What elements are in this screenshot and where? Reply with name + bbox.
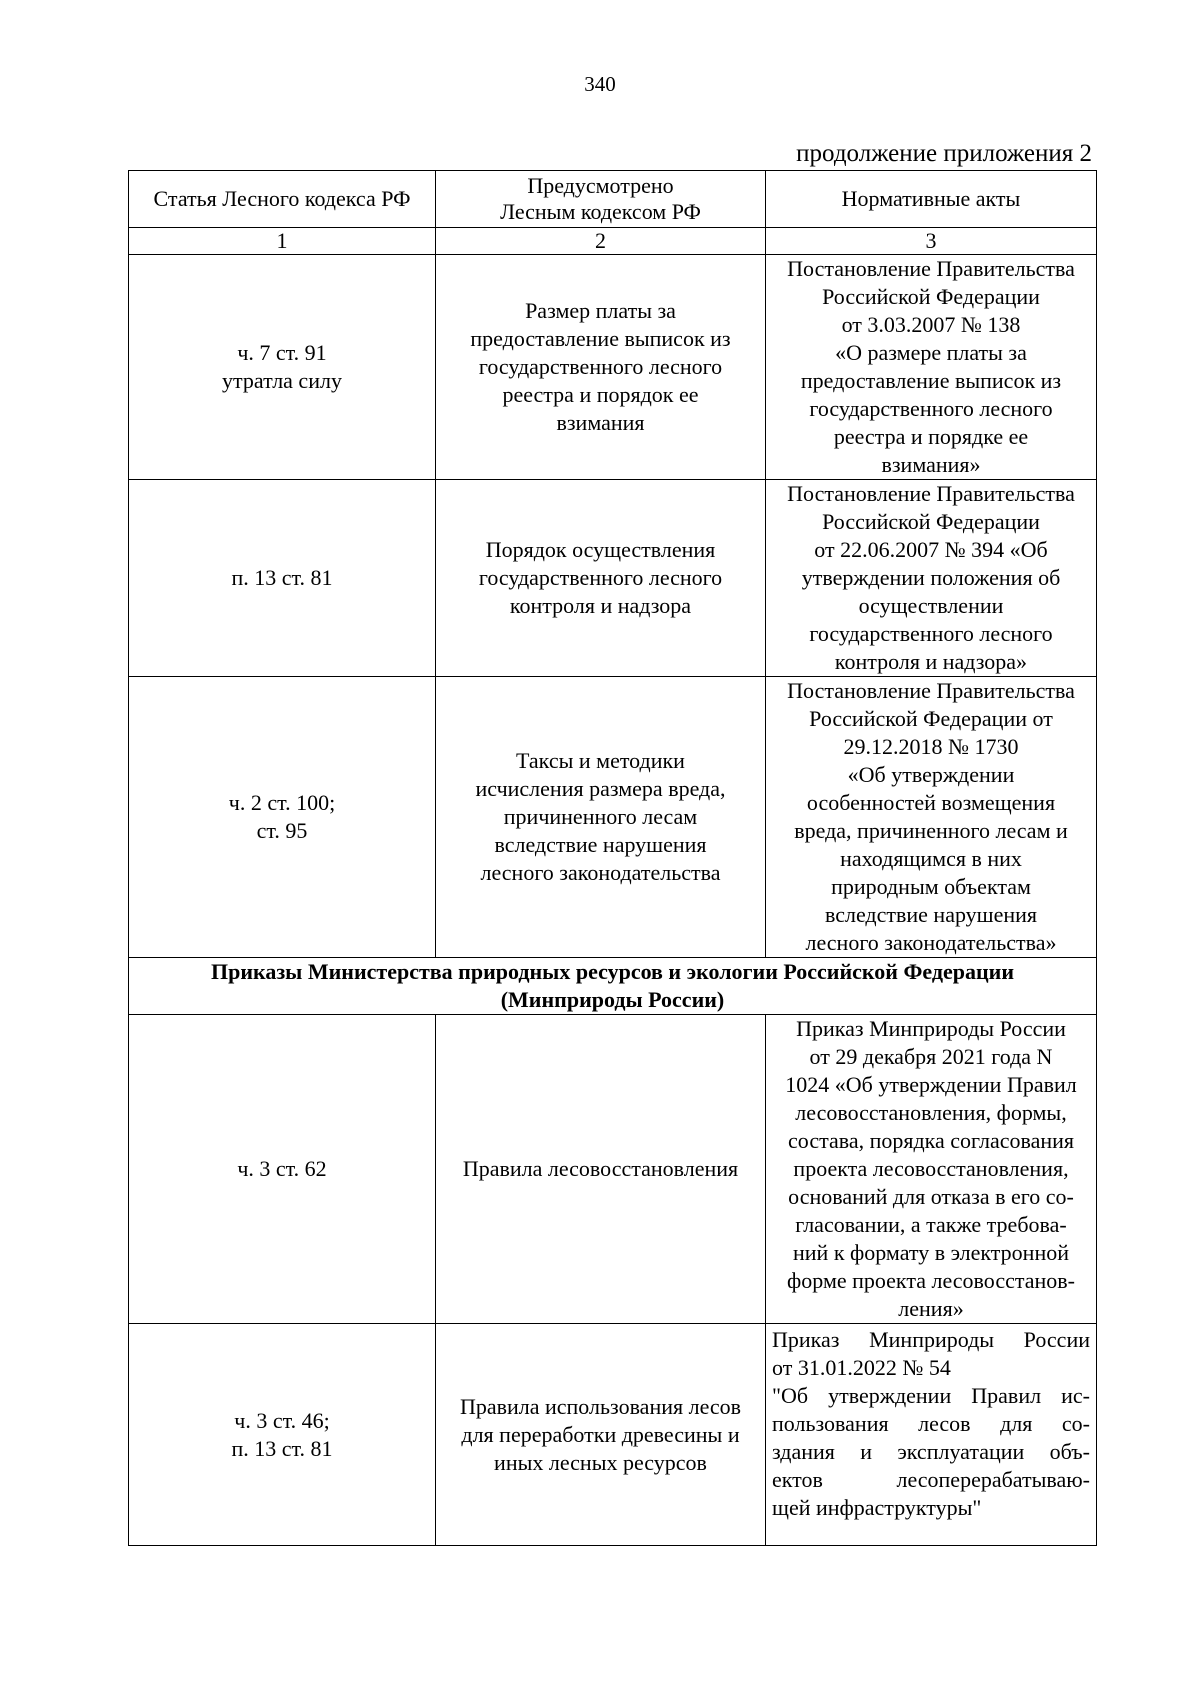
cell-line: от 29 декабря 2021 года N <box>809 1044 1053 1069</box>
cell-line: ектов лесоперерабатываю- <box>772 1467 1090 1492</box>
cell-line: вследствие нарушения <box>824 902 1038 927</box>
cell-line: гласовании, а также требова- <box>795 1212 1067 1237</box>
cell-line: Таксы и методики <box>516 748 685 773</box>
cell-line: Российской Федерации <box>822 284 1040 309</box>
header-article <box>129 171 436 228</box>
column-number-row <box>129 228 1097 255</box>
cell-act <box>766 255 1097 480</box>
cell-line: реестра и порядке ее <box>833 424 1029 449</box>
header-provision <box>436 171 766 228</box>
cell-provision <box>436 1015 766 1324</box>
cell-act <box>766 1015 1097 1324</box>
cell-line: ч. 2 ст. 100; <box>228 790 336 815</box>
header-acts <box>766 171 1097 228</box>
cell-article <box>129 1324 436 1546</box>
table-row <box>129 1015 1097 1324</box>
header-line: Нормативные акты <box>841 186 1021 211</box>
cell-line: контроля и надзора <box>509 593 692 618</box>
cell-line: государственного лесного <box>809 396 1053 421</box>
cell-provision <box>436 677 766 958</box>
cell-line: от 3.03.2007 № 138 <box>841 312 1021 337</box>
cell-line: иных лесных ресурсов <box>494 1449 707 1475</box>
cell-line: Постановление Правительства <box>787 481 1075 506</box>
header-line: Предусмотрено <box>527 173 674 198</box>
cell-line: "Об утверждении Правил ис- <box>772 1383 1090 1408</box>
cell-line: лесного законодательства» <box>805 930 1057 955</box>
cell-line: лесовосстановления, формы, <box>795 1100 1067 1125</box>
cell-line: п. 13 ст. 81 <box>231 565 333 590</box>
cell-line: государственного лесного <box>809 621 1053 646</box>
cell-line: от 31.01.2022 № 54 <box>772 1355 951 1380</box>
cell-line: состава, порядка согласования <box>788 1128 1074 1153</box>
cell-line: для переработки древесины и <box>461 1421 740 1447</box>
cell-line: взимания» <box>881 452 981 477</box>
cell-line: ления» <box>898 1296 964 1321</box>
table-header-row <box>129 171 1097 228</box>
table-row <box>129 255 1097 480</box>
cell-provision <box>436 255 766 480</box>
cell-line: оснований для отказа в его со- <box>788 1184 1074 1209</box>
cell-line: форме проекта лесовосстанов- <box>787 1268 1075 1293</box>
section-heading-row <box>129 958 1097 1015</box>
header-line: Лесным кодексом РФ <box>500 199 701 224</box>
cell-line: «О размере платы за <box>835 340 1027 365</box>
cell-line: взимания <box>556 410 645 435</box>
cell-line: Приказ Минприроды России <box>772 1327 1090 1352</box>
header-line: Статья Лесного кодекса РФ <box>153 186 411 211</box>
table-row <box>129 677 1097 958</box>
cell-line: вследствие нарушения <box>494 832 707 857</box>
cell-line: утверждении положения об <box>801 565 1061 590</box>
table-row <box>129 1324 1097 1546</box>
cell-line: Размер платы за <box>525 298 676 323</box>
cell-line: Правила лесовосстановления <box>462 1156 739 1181</box>
cell-line: исчисления размера вреда, <box>475 776 726 801</box>
cell-line: 29.12.2018 № 1730 <box>843 734 1019 759</box>
table-row <box>129 480 1097 677</box>
column-number: 3 <box>766 228 1097 255</box>
cell-line: ст. 95 <box>256 818 308 843</box>
cell-line: проекта лесовосстановления, <box>793 1156 1069 1181</box>
cell-line: Приказ Минприроды России <box>796 1016 1066 1041</box>
cell-line: ч. 3 ст. 46; <box>234 1407 330 1433</box>
column-number: 1 <box>129 228 436 255</box>
cell-line: вреда, причиненного лесам и <box>794 818 1068 843</box>
appendix-continuation-note: продолжение приложения 2 <box>796 140 1092 167</box>
section-heading-line: Приказы Министерства природных ресурсов и экологии Российской Федерации <box>210 959 1015 984</box>
cell-line: лесного законодательства <box>480 860 721 885</box>
cell-provision <box>436 480 766 677</box>
cell-line: Постановление Правительства <box>787 256 1075 281</box>
cell-line: особенностей возмещения <box>806 790 1056 815</box>
cell-line: здания и эксплуатации объ- <box>772 1439 1090 1464</box>
cell-line: предоставление выписок из <box>800 368 1062 393</box>
cell-line: Правила использования лесов <box>459 1393 742 1419</box>
cell-line: «Об утверждении <box>847 762 1015 787</box>
cell-line: Постановление Правительства <box>787 678 1075 703</box>
cell-line: причиненного лесам <box>503 804 698 829</box>
cell-act <box>766 1324 1097 1546</box>
cell-line: находящимся в них <box>840 846 1022 871</box>
cell-article <box>129 480 436 677</box>
cell-act <box>766 677 1097 958</box>
cell-line: от 22.06.2007 № 394 «Об <box>814 537 1048 562</box>
cell-line: государственного лесного <box>478 354 723 379</box>
cell-line: Порядок осуществления <box>485 537 716 562</box>
cell-line: щей инфраструктуры" <box>772 1495 982 1520</box>
cell-line: государственного лесного <box>478 565 723 590</box>
cell-act <box>766 480 1097 677</box>
section-heading <box>129 958 1097 1015</box>
cell-line: Российской Федерации <box>822 509 1040 534</box>
cell-line: п. 13 ст. 81 <box>231 1435 333 1461</box>
cell-line: 1024 «Об утверждении Правил <box>785 1072 1077 1097</box>
cell-line: контроля и надзора» <box>834 649 1028 674</box>
cell-line: предоставление выписок из <box>470 326 731 351</box>
cell-article <box>129 1015 436 1324</box>
cell-provision <box>436 1324 766 1546</box>
page-number: 340 <box>584 72 616 96</box>
cell-article <box>129 677 436 958</box>
cell-article <box>129 255 436 480</box>
normative-acts-table <box>128 170 1097 1546</box>
cell-line: осуществлении <box>858 593 1004 618</box>
cell-line: реестра и порядок ее <box>502 382 699 407</box>
cell-line: ний к формату в электронной <box>793 1240 1069 1265</box>
cell-line: ч. 3 ст. 62 <box>237 1156 327 1181</box>
column-number: 2 <box>436 228 766 255</box>
cell-line: утратла силу <box>222 368 342 393</box>
cell-line: Российской Федерации от <box>809 706 1053 731</box>
section-heading-line: (Минприроды России) <box>500 987 725 1012</box>
cell-line: природным объектам <box>831 874 1031 899</box>
cell-line: пользования лесов для со- <box>772 1411 1090 1436</box>
cell-line: ч. 7 ст. 91 <box>237 340 327 365</box>
